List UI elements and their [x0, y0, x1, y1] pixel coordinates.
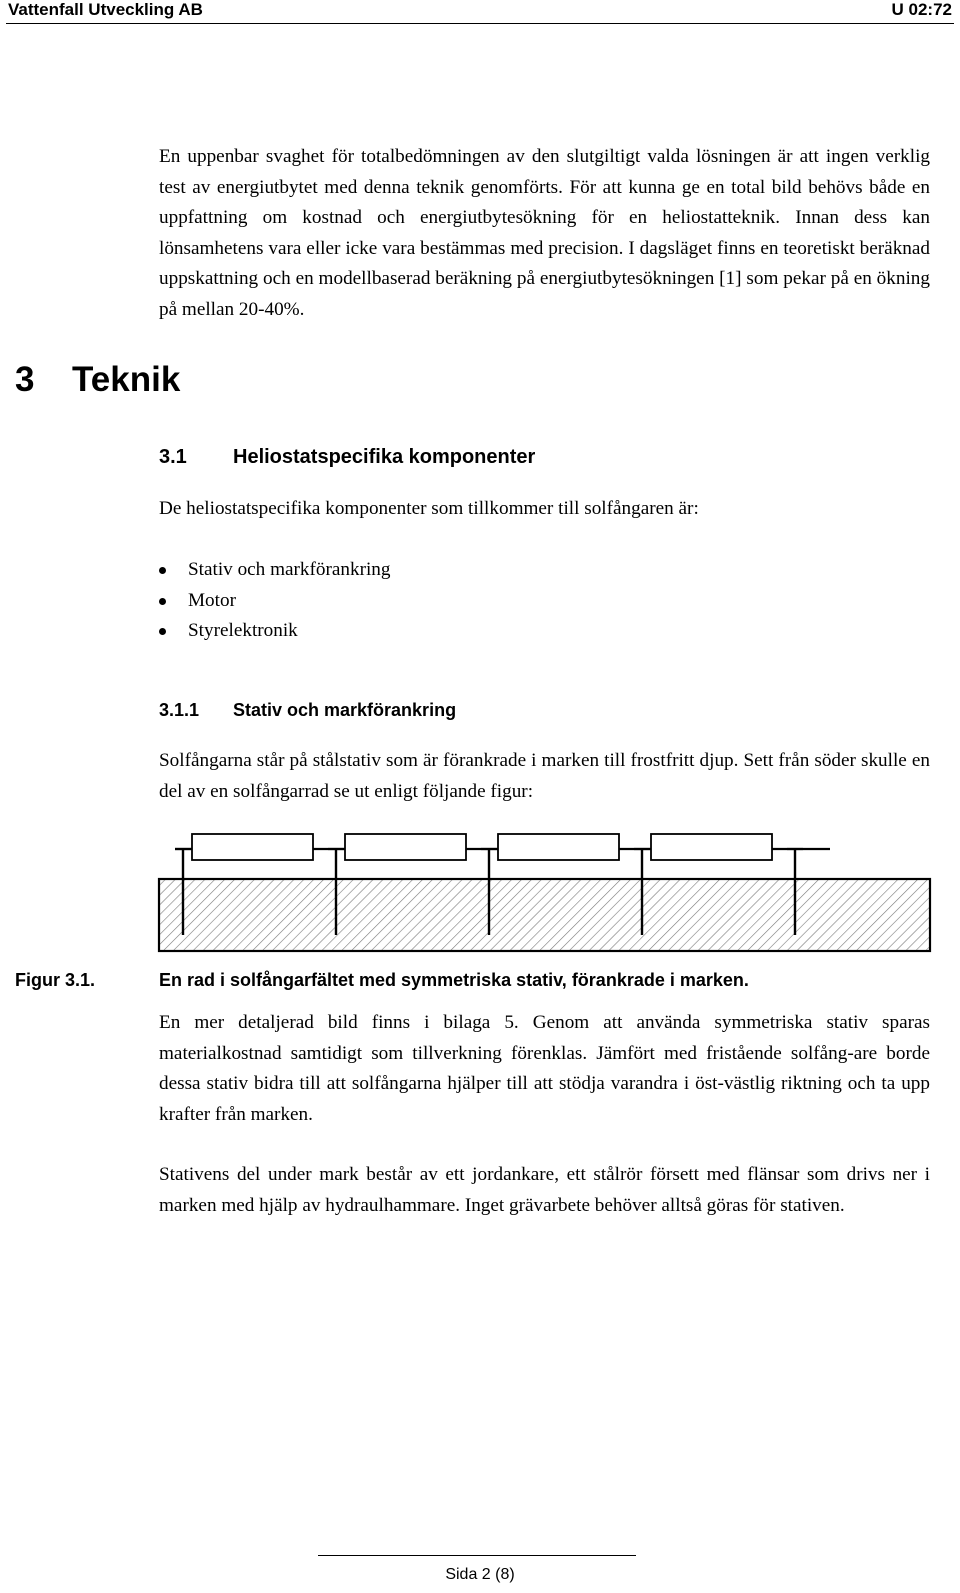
- intro-paragraph: En uppenbar svaghet för totalbedömningen av den slutgiltigt valda lösningen är att ingen verklig test av energiutbytet med denna teknik genomförts. För att kunna ge en total bild behövs både en uppfattning om kostnad och energiutbytesökning för en heliostatteknik. Innan dess kan lönsamhetens vara eller icke vara bestämmas med precision. I dagsläget finns en teoretiskt beräknad uppskattning och en modellbaserad beräkning på energiutbytesökningen [1] som pekar på en ökning på mellan 20-40%.: [159, 146, 930, 320]
- list-item: Motor: [159, 586, 930, 617]
- body-paragraph-2: Stativens del under mark består av ett jordankare, ett stålrör försett med flänsar som drivs ner i marken med hjälp av hydraulhammare. Inget grävarbete behöver alltså göras för stativen.: [159, 1164, 930, 1216]
- collector-panel: [192, 834, 313, 860]
- section-3-title: Teknik: [72, 360, 181, 399]
- bullet-icon: [159, 567, 166, 574]
- header-rule: [6, 23, 954, 24]
- bullet-icon: [159, 598, 166, 605]
- section-3-1-title: Heliostatspecifika komponenter: [233, 446, 536, 468]
- ground-hatched-area: [159, 879, 930, 951]
- figure-solar-row-diagram: [150, 825, 940, 960]
- header-report-id: U 02:72: [891, 0, 952, 19]
- section-3-1-1-heading: [159, 700, 456, 721]
- section-3-heading: [15, 360, 180, 400]
- footer-rule: [318, 1555, 636, 1556]
- figure-caption: En rad i solfångarfältet med symmetriska stativ, förankrade i marken.: [159, 970, 749, 990]
- page-header: [0, 0, 960, 24]
- section-3-1-1-paragraph: Solfångarna står på stålstativ som är förankrade i marken till frostfritt djup. Sett från söder skulle en del av en solfångarrad se ut enligt följande figur:: [159, 750, 930, 802]
- header-company: Vattenfall Utveckling AB: [8, 0, 203, 19]
- collector-panel: [498, 834, 619, 860]
- section-3-1-number: 3.1: [159, 446, 187, 468]
- section-3-1-1-title: Stativ och markförankring: [233, 700, 457, 720]
- section-3-number: 3: [15, 360, 35, 399]
- collector-panel: [651, 834, 772, 860]
- figure-label: Figur 3.1.: [15, 970, 96, 990]
- body-paragraph-1: En mer detaljerad bild finns i bilaga 5. Genom att använda symmetriska stativ sparas materialkostnad samtidigt som tillverkning förenklas. Jämfört med fristående solfång-are borde dessa stativ bidra till att solfångarna hjälper till att stödja varandra i öst-västlig riktning och ta upp krafter från marken.: [159, 1012, 930, 1125]
- list-item: Stativ och markförankring: [159, 555, 930, 586]
- section-3-1-heading: [159, 446, 535, 469]
- page-number: Sida 2 (8): [445, 1566, 515, 1583]
- section-3-1-intro: De heliostatspecifika komponenter som tillkommer till solfångaren är:: [159, 498, 699, 519]
- component-list: [159, 555, 930, 647]
- collector-panel: [345, 834, 466, 860]
- section-3-1-1-number: 3.1.1: [159, 700, 200, 720]
- bullet-icon: [159, 628, 166, 635]
- list-item: Styrelektronik: [159, 616, 930, 647]
